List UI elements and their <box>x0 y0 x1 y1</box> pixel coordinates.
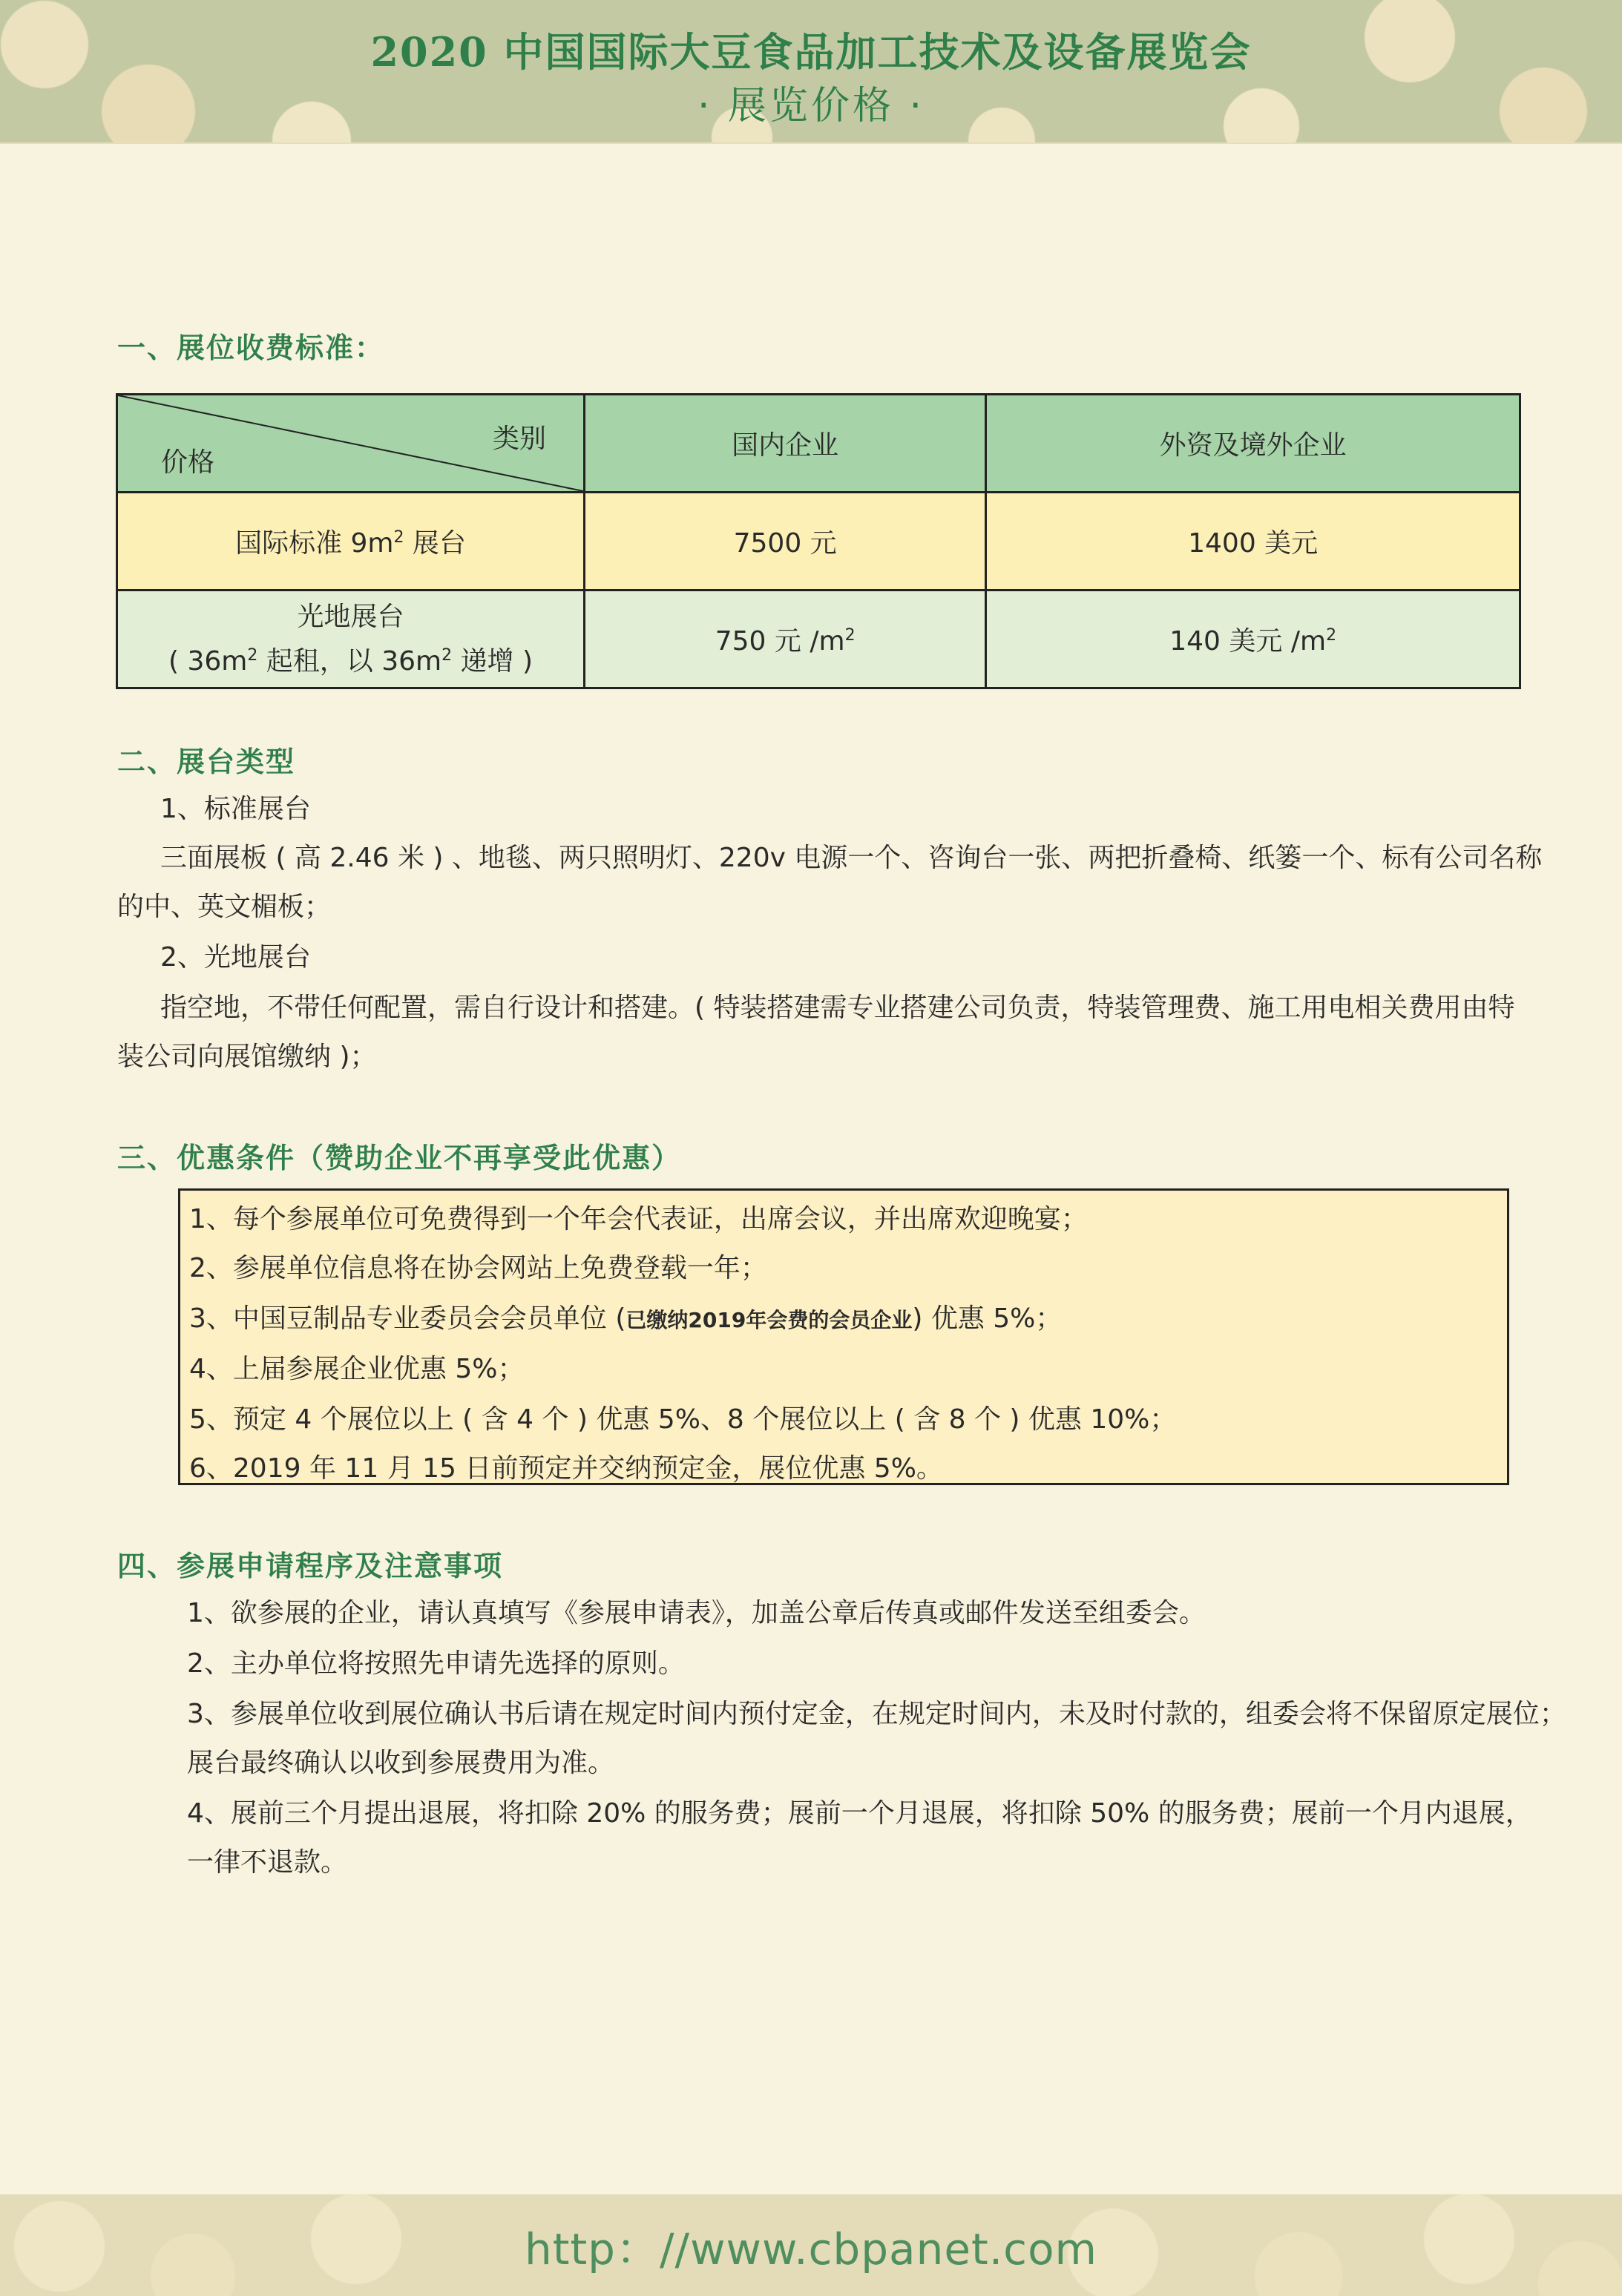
price-standard-foreign: 1400 美元 <box>986 493 1520 591</box>
list-item-cont: 一律不退款。 <box>187 1847 348 1878</box>
list-item: 2、参展单位信息将在协会网站上免费登载一年； <box>189 1253 767 1283</box>
section-heading-booth-types: 二、展台类型 <box>117 746 296 778</box>
column-header-foreign: 外资及境外企业 <box>986 395 1520 493</box>
list-item: 3、中国豆制品专业委员会会员单位 (已缴纳2019年会费的会员企业) 优惠 5%； <box>189 1303 1063 1334</box>
booth-type-raw-desc-cont: 装公司向展馆缴纳 )； <box>117 1042 377 1072</box>
booth-type-raw-title: 2、光地展台 <box>160 942 311 973</box>
table-corner-cell <box>117 395 585 493</box>
booth-type-standard-desc: 三面展板 ( 高 2.46 米 ) 、地毯、两只照明灯、220v 电源一个、咨询台一张、两把折叠椅、纸篓一个、标有公司名称 <box>160 843 1543 873</box>
section-heading-application: 四、参展申请程序及注意事项 <box>117 1550 504 1582</box>
list-item: 4、上届参展企业优惠 5%； <box>189 1354 525 1384</box>
list-item: 4、展前三个月提出退展，将扣除 20% 的服务费；展前一个月退展，将扣除 50% 的服务费；展前一个月内退展， <box>187 1798 1532 1829</box>
list-item: 1、每个参展单位可免费得到一个年会代表证，出席会议，并出席欢迎晚宴； <box>189 1204 1088 1234</box>
column-header-domestic: 国内企业 <box>585 395 986 493</box>
list-item: 1、欲参展的企业，请认真填写《参展申请表》，加盖公章后传真或邮件发送至组委会。 <box>187 1598 1206 1628</box>
list-item-cont: 展台最终确认以收到参展费用为准。 <box>187 1748 615 1778</box>
discount-box <box>178 1188 1509 1485</box>
price-standard-domestic: 7500 元 <box>585 493 986 591</box>
price-raw-space-domestic: 750 元 $/m^2$ <box>585 591 986 688</box>
page-subtitle: · 展览价格 · <box>697 84 925 128</box>
booth-type-standard-desc-cont: 的中、英文楣板； <box>117 892 332 922</box>
table-header-row <box>117 395 1520 493</box>
website-link[interactable]: http：//www.cbpanet.com <box>524 2224 1098 2274</box>
list-item: 6、2019 年 11 月 15 日前预定并交纳预定金，展位优惠 5%。 <box>189 1453 943 1484</box>
booth-type-raw-desc: 指空地，不带任何配置，需自行设计和搭建。( 特装搭建需专业搭建公司负责，特装管理费、施工用电相关费用由特 <box>160 993 1515 1023</box>
corner-label-category: 类别 <box>492 424 546 454</box>
corner-label-price: 价格 <box>161 447 215 478</box>
list-item: 5、预定 4 个展位以上 ( 含 4 个 ) 优惠 5%、8 个展位以上 ( 含 8 个 ) 优惠 10%； <box>189 1404 1177 1435</box>
row-label-standard-booth: 国际标准 $9m^2$ 展台 <box>117 493 585 591</box>
section-heading-discounts: 三、优惠条件（赞助企业不再享受此优惠） <box>117 1142 682 1174</box>
price-table <box>116 393 1521 689</box>
list-item: 3、参展单位收到展位确认书后请在规定时间内预付定金，在规定时间内，未及时付款的，组委会将不保留原定展位； <box>187 1699 1566 1729</box>
section-heading-booth-fees: 一、展位收费标准： <box>117 332 385 364</box>
table-row <box>117 493 1520 591</box>
list-item: 2、主办单位将按照先申请先选择的原则。 <box>187 1648 685 1679</box>
price-raw-space-foreign: 140 美元 $/m^2$ <box>986 591 1520 688</box>
page-title: 2020 中国国际大豆食品加工技术及设备展览会 <box>370 28 1252 76</box>
table-row <box>117 591 1520 688</box>
booth-type-standard-title: 1、标准展台 <box>160 794 311 824</box>
row-label-raw-space: 光地展台 ( $36m^2$ 起租，以 $36m^2$ 递增 ) <box>117 591 585 688</box>
